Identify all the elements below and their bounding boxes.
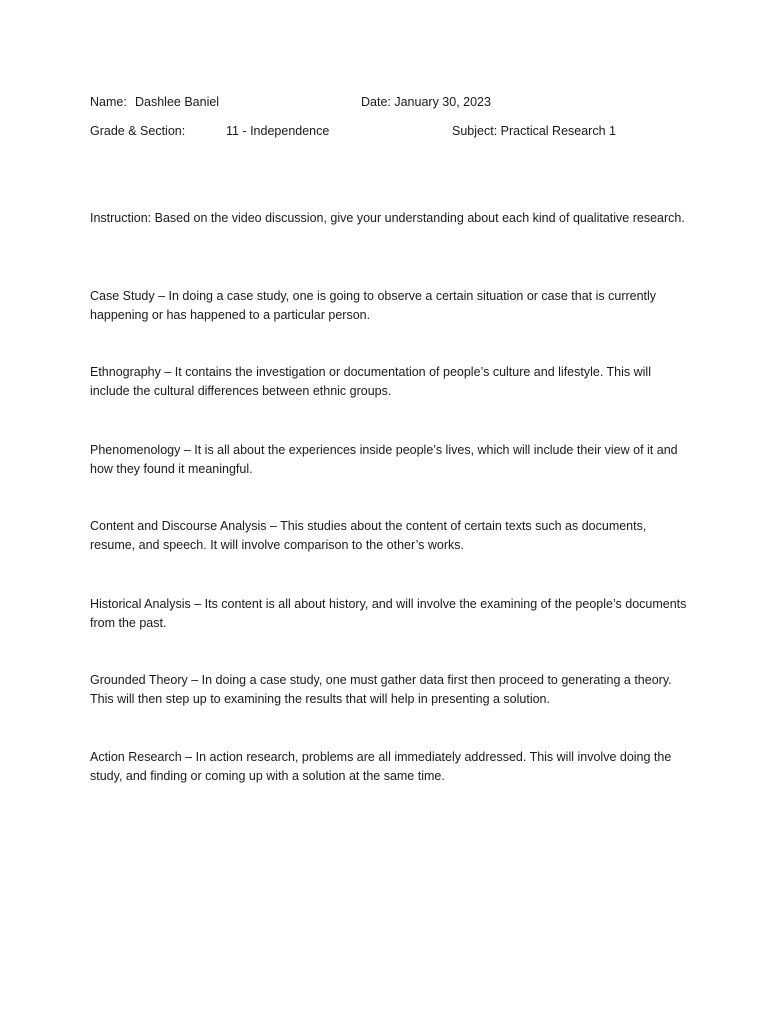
action-research-paragraph: Action Research – In action research, problems are all immediately addressed. This will involve doing the study, and finding or coming up with a solution at the same time. — [90, 750, 672, 783]
name-label: Name: — [90, 95, 127, 109]
date-field: Date: January 30, 2023 — [361, 95, 491, 109]
phenomenology-paragraph: Phenomenology – It is all about the experiences inside people’s lives, which will include their view of it and how they found it meaningful. — [90, 443, 678, 476]
grounded-theory-paragraph: Grounded Theory – In doing a case study, one must gather data first then proceed to generating a theory. This will then step up to examining the results that will help in presenting a solution. — [90, 673, 672, 706]
instruction-text: Instruction: Based on the video discussion, give your understanding about each kind of qualitative research. — [90, 211, 685, 225]
grade-section-value: 11 - Independence — [226, 124, 330, 138]
content-discourse-analysis-paragraph: Content and Discourse Analysis – This studies about the content of certain texts such as documents, resume, and speech. It will involve comparison to the other’s works. — [90, 519, 647, 552]
grade-section-label: Grade & Section: — [90, 124, 186, 138]
historical-analysis-paragraph: Historical Analysis – Its content is all about history, and will involve the examining of the people’s documents from the past. — [90, 597, 687, 630]
case-study-paragraph: Case Study – In doing a case study, one is going to observe a certain situation or case that is currently happening or has happened to a particular person. — [90, 289, 657, 322]
subject-field: Subject: Practical Research 1 — [452, 124, 616, 138]
name-value: Dashlee Baniel — [135, 95, 220, 109]
ethnography-paragraph: Ethnography – It contains the investigation or documentation of people’s culture and lifestyle. This will include the cultural differences between ethnic groups. — [90, 365, 651, 398]
